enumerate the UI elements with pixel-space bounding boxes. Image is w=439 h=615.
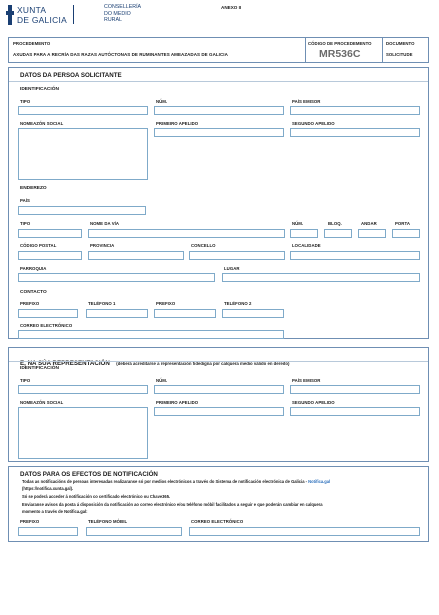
representative-num-field[interactable] (154, 385, 284, 394)
applicant-localidade-label: LOCALIDADE (292, 243, 321, 248)
applicant-num-via-field[interactable] (290, 229, 318, 238)
notification-section-title: DATOS PARA OS EFECTOS DE NOTIFICACIÓN (20, 471, 158, 478)
applicant-num-label: NÚM. (156, 99, 168, 104)
applicant-tipo-field[interactable] (18, 106, 148, 115)
applicant-primeiro-apelido-label: PRIMEIRO APELIDO (156, 121, 199, 126)
procedure-code-label: CÓDIGO DE PROCEDEMENTO (308, 41, 372, 46)
applicant-telefono1-label: TELÉFONO 1 (88, 301, 116, 306)
xunta-emblem-icon (6, 5, 14, 25)
applicant-prefixo1-field[interactable] (18, 309, 78, 318)
representative-section-note: (deberá acreditarse a representación fidedigna por calquera medio válido en dereito) (116, 361, 290, 366)
representative-section-title: E, NA SÚA REPRESENTACIÓN (20, 360, 110, 367)
applicant-concello-field[interactable] (189, 251, 285, 260)
applicant-identification-heading: IDENTIFICACIÓN (20, 87, 59, 92)
procedure-divider-2 (382, 38, 383, 63)
notification-email-field[interactable] (189, 527, 420, 536)
logo-divider (73, 5, 74, 24)
applicant-title-separator (9, 81, 428, 82)
logo-line-1: XUNTA (17, 5, 47, 15)
applicant-concello-label: CONCELLO (191, 243, 216, 248)
applicant-nomeazon-field[interactable] (18, 128, 148, 180)
applicant-num-field[interactable] (154, 106, 284, 115)
applicant-localidade-field[interactable] (290, 251, 420, 260)
procedure-label: PROCEDEMENTO (13, 41, 51, 46)
representative-num-label: NÚM. (156, 378, 168, 383)
applicant-pais-label: PAÍS (20, 198, 30, 203)
representative-tipo-label: TIPO (20, 378, 31, 383)
xunta-logo (6, 4, 98, 26)
applicant-tipo-label: TIPO (20, 99, 31, 104)
applicant-email-field[interactable] (18, 330, 284, 339)
department-line-2: DO MEDIO (104, 10, 131, 17)
department-line-3: RURAL (104, 17, 122, 23)
notification-prefixo-field[interactable] (18, 527, 78, 536)
applicant-pais-emisor-field[interactable] (290, 106, 420, 115)
applicant-pais-emisor-label: PAÍS EMISOR (292, 99, 321, 104)
applicant-section-title: DATOS DA PERSOA SOLICITANTE (20, 72, 122, 79)
applicant-pais-field[interactable] (18, 206, 146, 215)
applicant-nome-via-field[interactable] (88, 229, 285, 238)
procedure-title: AXUDAS PARA A RECRÍA DAS RAZAS AUTÓCTONAS DE RUMINANTES AMEAZADAS DE GALICIA (13, 52, 228, 57)
applicant-codigo-postal-field[interactable] (18, 251, 82, 260)
applicant-codigo-postal-label: CÓDIGO POSTAL (20, 243, 57, 248)
applicant-andar-field[interactable] (358, 229, 386, 238)
representative-identification-heading: IDENTIFICACIÓN (20, 366, 59, 371)
applicant-provincia-field[interactable] (88, 251, 184, 260)
applicant-contact-heading: CONTACTO (20, 290, 47, 295)
notification-telefono-mobil-label: TELÉFONO MÓBIL (88, 519, 128, 524)
applicant-andar-label: ANDAR (361, 221, 377, 226)
representative-tipo-field[interactable] (18, 385, 148, 394)
applicant-segundo-apelido-field[interactable] (290, 128, 420, 137)
representative-segundo-apelido-field[interactable] (290, 407, 420, 416)
representative-segundo-apelido-label: SEGUNDO APELIDO (292, 400, 335, 405)
representative-primeiro-apelido-field[interactable] (154, 407, 284, 416)
notification-note-line-2: (https://notifica.xunta.gal). (22, 486, 74, 491)
notification-note-line-3: Só se poderá acceder á notificación co certificado electrónico ou Chave365. (22, 494, 171, 499)
applicant-parroquia-field[interactable] (18, 273, 215, 282)
applicant-porta-field[interactable] (392, 229, 420, 238)
logo-line-2: DE GALICIA (17, 14, 68, 25)
representative-title-separator (9, 361, 428, 362)
applicant-segundo-apelido-label: SEGUNDO APELIDO (292, 121, 335, 126)
representative-nomeazon-label: NOMEAZÓN SOCIAL (20, 400, 64, 405)
notification-prefixo-label: PREFIXO (20, 519, 40, 524)
document-label: DOCUMENTO (386, 41, 415, 46)
notification-note-line-5: momento a través de Notifica.gal: (22, 509, 88, 514)
representative-pais-emisor-label: PAÍS EMISOR (292, 378, 321, 383)
notifica-link[interactable]: Notifica.gal (308, 479, 331, 484)
applicant-bloq-label: BLOQ. (328, 221, 342, 226)
applicant-email-label: CORREO ELECTRÓNICO (20, 323, 73, 328)
document-type: SOLICITUDE (386, 52, 413, 57)
representative-nomeazon-field[interactable] (18, 407, 148, 459)
applicant-primeiro-apelido-field[interactable] (154, 128, 284, 137)
applicant-parroquia-label: PARROQUIA (20, 266, 47, 271)
applicant-num-via-label: NÚM. (292, 221, 304, 226)
applicant-tipo-via-label: TIPO (20, 221, 31, 226)
applicant-address-heading: ENDEREZO (20, 186, 47, 191)
applicant-provincia-label: PROVINCIA (90, 243, 115, 248)
applicant-prefixo1-label: PREFIXO (20, 301, 40, 306)
department-line-1: CONSELLERÍA (104, 4, 142, 10)
notification-telefono-mobil-field[interactable] (86, 527, 182, 536)
applicant-nomeazon-label: NOMEAZÓN SOCIAL (20, 121, 64, 126)
applicant-lugar-label: LUGAR (224, 266, 240, 271)
applicant-telefono2-field[interactable] (222, 309, 284, 318)
applicant-telefono1-field[interactable] (86, 309, 148, 318)
notification-note-line-1 (22, 479, 330, 484)
applicant-prefixo2-field[interactable] (154, 309, 216, 318)
applicant-telefono2-label: TELÉFONO 2 (224, 301, 252, 306)
procedure-divider-1 (305, 38, 306, 63)
notification-note-text: Todas as notificacións de persoas interesadas realizaranse só por medios electrónicos a través do Sistema de notificación electrónica de Galicia - (22, 479, 309, 484)
applicant-prefixo2-label: PREFIXO (156, 301, 176, 306)
applicant-porta-label: PORTA (395, 221, 410, 226)
notification-email-label: CORREO ELECTRÓNICO (191, 519, 244, 524)
annex-label: ANEXO II (221, 5, 242, 10)
applicant-bloq-field[interactable] (324, 229, 352, 238)
applicant-lugar-field[interactable] (222, 273, 420, 282)
procedure-code: MR536C (319, 48, 361, 60)
representative-primeiro-apelido-label: PRIMEIRO APELIDO (156, 400, 199, 405)
representative-pais-emisor-field[interactable] (290, 385, 420, 394)
applicant-tipo-via-field[interactable] (18, 229, 82, 238)
notification-note-line-4: Enviaranse avisos da posta á disposición da notificación ao correo electrónico e/ou teléfono móbil facilitados a seguir e que poderán cambiar en calquera (22, 502, 323, 507)
applicant-nome-via-label: NOME DA VÍA (90, 221, 120, 226)
